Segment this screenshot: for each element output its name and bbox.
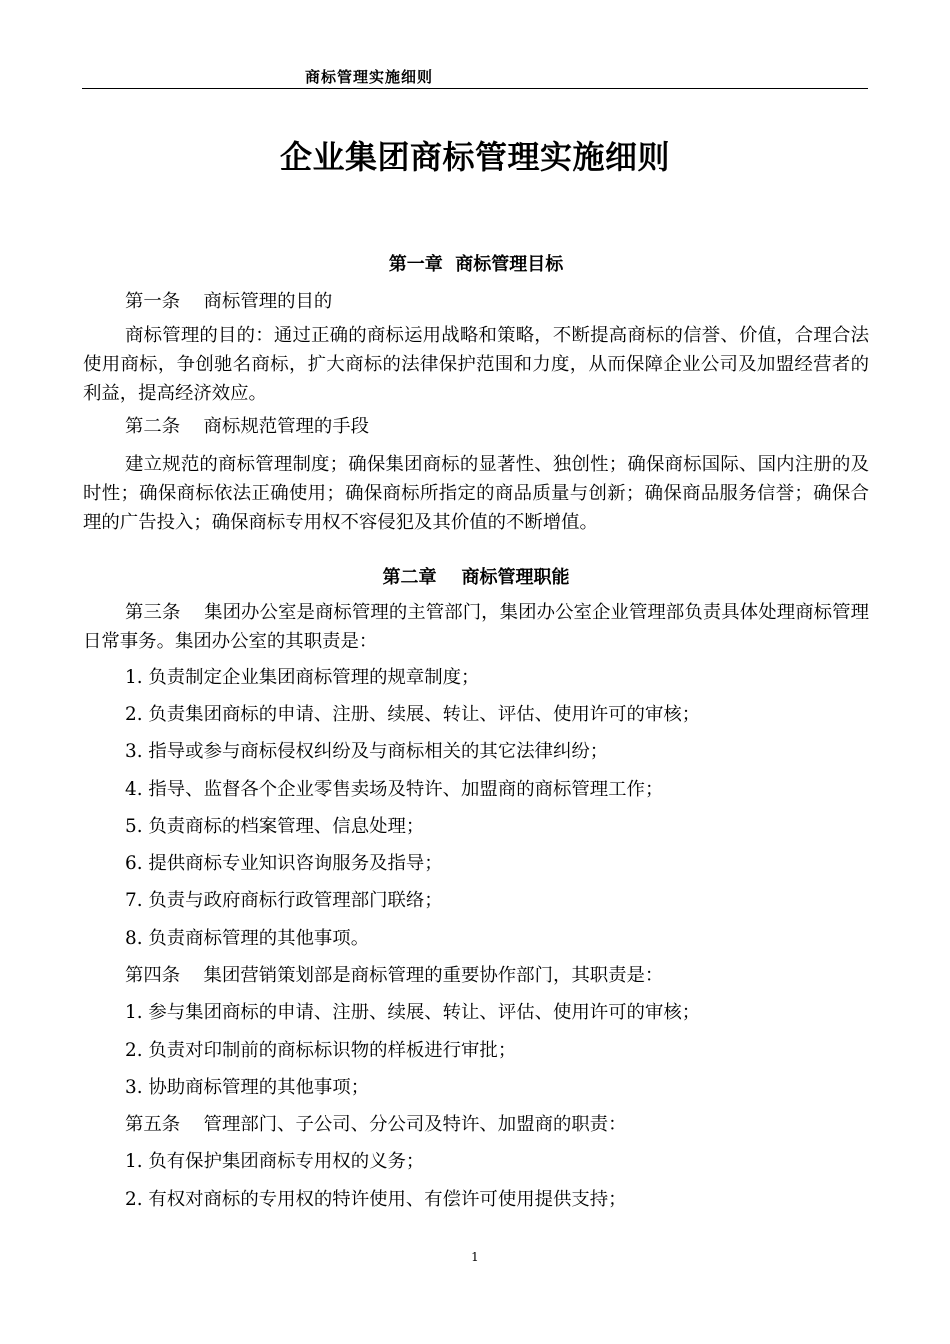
running-header: 商标管理实施细则 [305,68,434,86]
article-3-item: 1. 负责制定企业集团商标管理的规章制度； [125,667,480,688]
document-title: 企业集团商标管理实施细则 [279,138,670,176]
article-4-item: 2. 负责对印制前的商标标识物的样板进行审批； [125,1040,517,1061]
page-number: 1 [471,1250,479,1264]
article-3-item: 4. 指导、监督各个企业零售卖场及特许、加盟商的商标管理工作； [125,779,664,800]
article-5-item: 2. 有权对商标的专用权的特许使用、有偿许可使用提供支持； [125,1189,627,1210]
article-3-item: 7. 负责与政府商标行政管理部门联络； [125,890,443,911]
article-3-body: 第三条 集团办公室是商标管理的主管部门，集团办公室企业管理部负责具体处理商标管理日常事务。集团办公室的其职责是： [83,602,869,652]
article-3-item: 6. 提供商标专业知识咨询服务及指导； [125,853,443,874]
article-5-item: 1. 负有保护集团商标专用权的义务； [125,1151,425,1172]
chapter-2-heading: 第二章 商标管理职能 [382,567,570,588]
article-4-title: 第四条 集团营销策划部是商标管理的重要协作部门，其职责是： [125,965,664,986]
article-1-body: 商标管理的目的：通过正确的商标运用战略和策略，不断提高商标的信誉、价值，合理合法使用商标，争创驰名商标，扩大商标的法律保护范围和力度，从而保障企业公司及加盟经营者的利益，提高经济效应。 [83,325,869,404]
article-2-title: 第二条 商标规范管理的手段 [125,416,370,437]
article-4-item: 1. 参与集团商标的申请、注册、续展、转让、评估、使用许可的审核； [125,1002,701,1023]
article-4-item: 3. 协助商标管理的其他事项； [125,1077,370,1098]
article-3-item: 3. 指导或参与商标侵权纠纷及与商标相关的其它法律纠纷； [125,741,609,762]
article-5-title: 第五条 管理部门、子公司、分公司及特许、加盟商的职责： [125,1114,627,1135]
chapter-1-heading: 第一章 商标管理目标 [388,254,564,275]
article-3-item: 5. 负责商标的档案管理、信息处理； [125,816,425,837]
article-3-item: 2. 负责集团商标的申请、注册、续展、转让、评估、使用许可的审核； [125,704,701,725]
header-rule [82,88,868,89]
article-2-body: 建立规范的商标管理制度；确保集团商标的显著性、独创性；确保商标国际、国内注册的及时性；确保商标依法正确使用；确保商标所指定的商品质量与创新；确保商品服务信誉；确保合理的广告投入；确保商标专用权不容侵犯及其价值的不断增值。 [83,454,869,533]
article-1-title: 第一条 商标管理的目的 [125,291,333,312]
article-3-item: 8. 负责商标管理的其他事项。 [125,928,370,949]
